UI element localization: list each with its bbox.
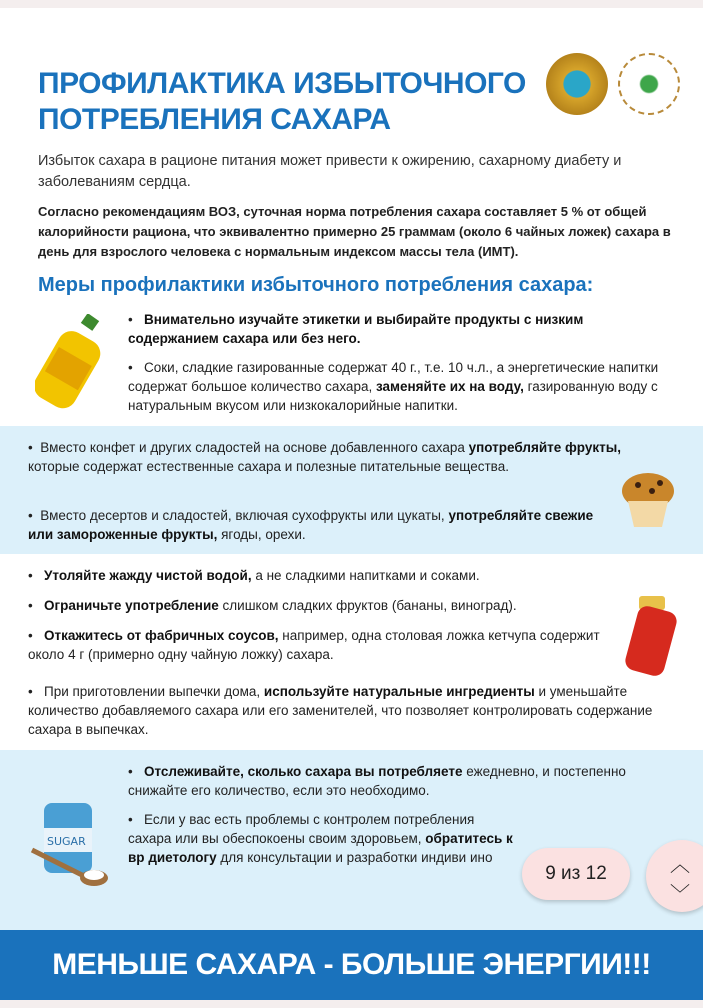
bullet-bold: диетологу [148,850,217,865]
chevron-down-icon[interactable]: ﹀ [670,884,690,906]
intro-text: Избыток сахара в рационе питания может привести к ожирению, сахарному диабету и заболеваниям сердца. [38,153,622,190]
bullet-text: газированную воду с натуральным вкусом или низкокалорийные напитки. [128,379,658,413]
bullet-text: ино [469,850,493,865]
oil-bottle-icon [35,314,115,414]
kazakhstan-emblem-logo [546,53,608,115]
chevron-up-icon[interactable]: ︿ [670,854,690,876]
poster-title [38,66,526,138]
bullet-bold: Отслеживайте, сколько сахара вы потребляете [143,764,463,779]
bullet-text: слишком сладких фруктов (бананы, виноград). [218,598,517,613]
bullet-text: ягоды, орехи. [217,527,306,542]
bullet-bold: употребляйте фрукты, [468,440,622,455]
bullet-text: которые содержат естественные сахара и полезные питательные вещества. [28,459,509,474]
bullet-labels: • Внимательно изучайте этикетки и выбирайте продукты с низким содержанием сахара или без него. [128,312,584,346]
slogan-banner: МЕНЬШЕ САХАРА - БОЛЬШЕ ЭНЕРГИИ!!! [0,930,703,1000]
section-water-sauces [0,554,703,750]
title-line-1: ПРОФИЛАКТИКА ИЗБЫТОЧНОГО [38,67,526,100]
bullet-text: Соки, сладкие газированные содержат 40 г., т.е. 10 ч.л., а энергетические напитки содержат большое количество сахара, [128,360,659,394]
bullet-doctor: • Если у вас есть проблемы с контролем потребления сахара или вы обеспокоены своим здоровьем, обратитесь к вр диетологу для консультации и разработки индиви ино [128,812,513,865]
who-recommendation: Согласно рекомендациям ВОЗ, суточная норма потребления сахара составляет 5 % от общей калорийности рациона, что эквивалентно примерно 25 граммам (около 6 чайных ложек) сахара в день для взрослого человека с нормальным индексом массы тела (ИМТ). [38,204,671,259]
bullet-bold: Внимательно изучайте этикетки и выбирайте продукты с низким содержанием сахара или без него. [128,312,584,346]
sugar-label: SUGAR [47,835,86,848]
bullet-bold: употребляйте свежие или замороженные фрукты, [28,508,594,542]
bullet-text: ежедневно, и постепенно снижайте его количество, если это необходимо. [128,764,626,798]
bullet-text: При приготовлении выпечки дома, [43,684,264,699]
bullet-bold: Утоляйте жажду чистой водой, [43,568,252,583]
bullet-text: Вместо конфет и других сладостей на основе добавленного сахара [40,440,469,455]
bullet-desserts: • Вместо десертов и сладостей, включая сухофрукты или цукаты, употребляйте свежие или замороженные фрукты, ягоды, орехи. [28,508,594,542]
bullet-bold: Откажитесь от фабричных соусов, [43,628,279,643]
measures-heading: Меры профилактики избыточного потребления сахара: [38,274,594,296]
bullet-text: а не сладкими напитками и соками. [251,568,480,583]
bullet-text: для консультации и разработки индиви [216,850,467,865]
bullet-fruits-limit: • Ограничьте употребление слишком сладких фруктов (бананы, виноград). [28,598,517,613]
bullet-text: Вместо десертов и сладостей, включая сухофрукты или цукаты, [40,508,449,523]
bullet-drinks: • Соки, сладкие газированные содержат 40 г., т.е. 10 ч.л., а энергетические напитки содержат большое количество сахара, заменяйте их на воду, газированную воду с натуральным вкусом или низкокалорийные напитки. [128,360,659,413]
bullet-text: Если у вас есть проблемы с контролем потребления сахара или вы обеспокоены своим здоровьем, [128,812,475,846]
bullet-bold: Ограничьте употребление [43,598,219,613]
bullet-water: • Утоляйте жажду чистой водой, а не сладкими напитками и соками. [28,568,480,583]
bullet-track: • Отслеживайте, сколько сахара вы потребляете ежедневно, и постепенно снижайте его количество, если это необходимо. [128,764,626,798]
poster-page [0,8,703,993]
bullet-sweets: • Вместо конфет и других сладостей на основе добавленного сахара употребляйте фрукты, которые содержат естественные сахара и полезные питательные вещества. [28,440,622,474]
section-labels-drinks [0,302,703,426]
bullet-sauces: • Откажитесь от фабричных соусов, например, одна столовая ложка кетчупа содержит около 4 г (примерно одну чайную ложку) сахара. [28,628,600,662]
section-tracking [0,750,703,930]
bullet-text: например, одна столовая ложка кетчупа содержит около 4 г (примерно одну чайную ложку) сахара. [28,628,600,662]
bullet-bold: обратитесь к вр [128,831,513,865]
section-fruits [0,426,703,554]
bullet-baking: • При приготовлении выпечки дома, используйте натуральные ингредиенты и уменьшайте количество добавляемого сахара или его заменителей, что позволяет контролировать содержание сахара в выпечках. [28,684,653,737]
muffin-icon [620,471,676,529]
organization-tree-logo [618,53,680,115]
title-line-2: ПОТРЕБЛЕНИЯ САХАРА [38,103,391,136]
bullet-bold: используйте натуральные ингредиенты [263,684,535,699]
ketchup-bottle-icon [625,594,680,676]
bullet-text: и уменьшайте количество добавляемого сахара или его заменителей, что позволяет контролировать содержание сахара в выпечках. [28,684,653,737]
page-indicator: 9 из 12 [522,848,630,900]
bullet-bold: заменяйте их на воду, [375,379,524,394]
sugar-bag-icon [28,798,118,888]
